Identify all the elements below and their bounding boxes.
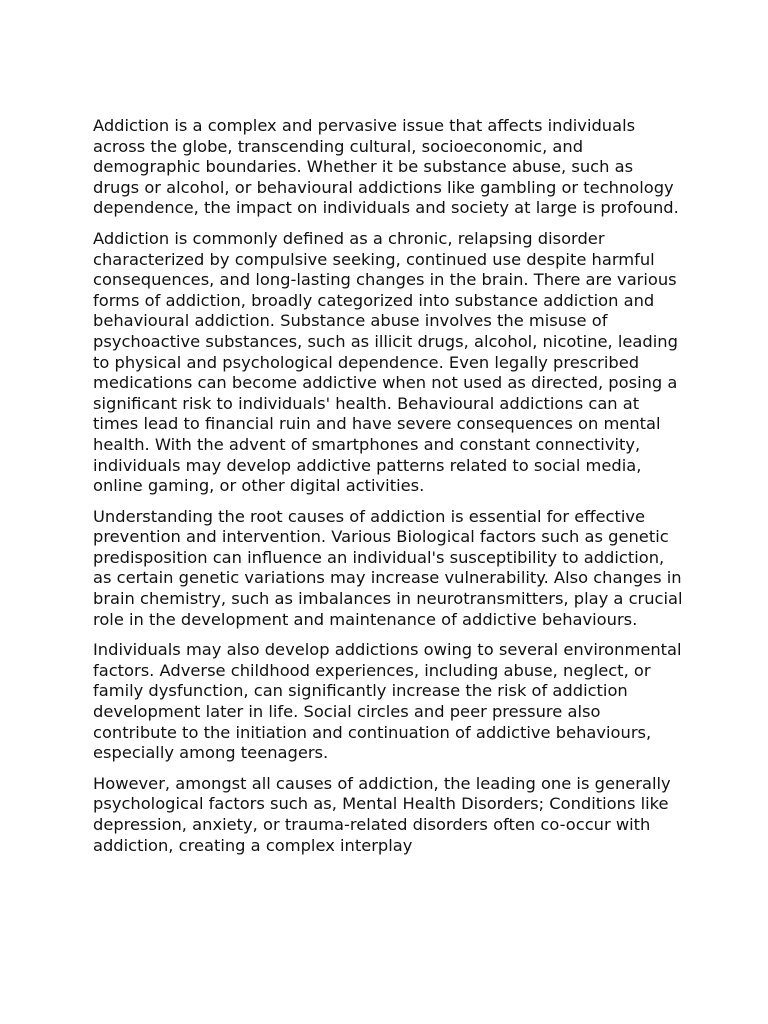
paragraph-4: Individuals may also develop addictions owing to several environmental factors. Adverse childhood experiences, including abuse, neglect, or family dysfunction, can significantly increase the risk of addiction development later in life. Social circles and peer pressure also contribute to the initiation and continuation of addictive behaviours, especially among teenagers.	[93, 640, 682, 763]
paragraph-1: Addiction is a complex and pervasive issue that affects individuals across the globe, transcending cultural, socioeconomic, and demographic boundaries. Whether it be substance abuse, such as drugs or alcohol, or behavioural addictions like gambling or technology dependence, the impact on individuals and society at large is profound.	[93, 116, 679, 218]
document-body	[93, 116, 683, 866]
paragraph-2: Addiction is commonly defined as a chronic, relapsing disorder characterized by compulsive seeking, continued use despite harmful consequences, and long-lasting changes in the brain. There are various forms of addiction, broadly categorized into substance addiction and behavioural addiction. Substance abuse involves the misuse of psychoactive substances, such as illicit drugs, alcohol, nicotine, leading to physical and psychological dependence. Even legally prescribed medications can become addictive when not used as directed, posing a significant risk to individuals' health. Behavioural addictions can at times lead to financial ruin and have severe consequences on mental health. With the advent of smartphones and constant connectivity, individuals may develop addictive patterns related to social media, online gaming, or other digital activities.	[93, 228, 678, 496]
paragraph-5: However, amongst all causes of addiction, the leading one is generally psychological factors such as, Mental Health Disorders; Conditions like depression, anxiety, or trauma-related disorders often co-occur with addiction, creating a complex interplay	[93, 773, 671, 855]
paragraph-3: Understanding the root causes of addiction is essential for effective prevention and intervention. Various Biological factors such as genetic predisposition can influence an individual's susceptibility to addiction, as certain genetic variations may increase vulnerability. Also changes in brain chemistry, such as imbalances in neurotransmitters, play a crucial role in the development and maintenance of addictive behaviours.	[93, 506, 683, 629]
